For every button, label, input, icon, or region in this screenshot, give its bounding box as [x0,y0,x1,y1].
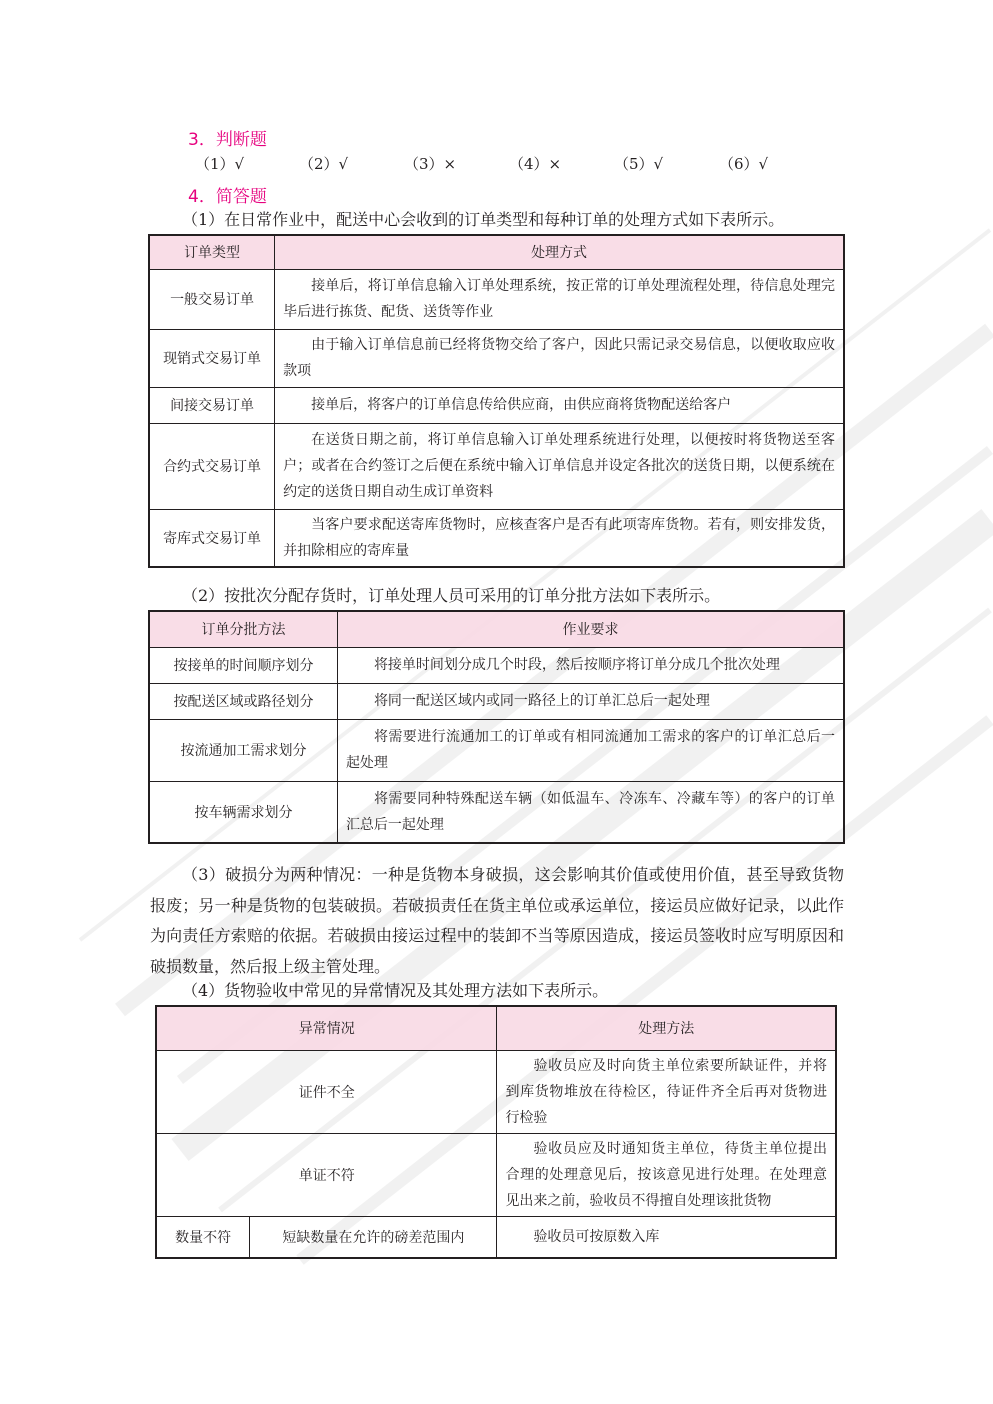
table-row [156,1050,836,1133]
table-row [149,423,844,509]
answer-4: （4）× [509,155,562,173]
table-header: 订单类型 [149,235,275,269]
handling-cell: 当客户要求配送寄库货物时，应核查客户是否有此项寄库货物。若有，则安排发货，并扣除相应的寄库量 [275,509,844,567]
answer-1: （1）√ [195,155,245,173]
method-cell: 按车辆需求划分 [149,781,337,843]
table-header: 订单分批方法 [149,611,337,647]
handling-cell: 在送货日期之前，将订单信息输入订单处理系统进行处理，以便按时将货物送至客户；或者在合约签订之后便在系统中输入订单信息并设定各批次的送货日期，以便系统在约定的送货日期自动生成订单资料 [275,423,844,509]
table-header: 处理方式 [275,235,844,269]
exceptions-table [155,1005,837,1259]
situation-cell: 证件不全 [156,1050,497,1133]
handling-cell: 由于输入订单信息前已经将货物交给了客户，因此只需记录交易信息，以便收取应收款项 [275,329,844,387]
method-cell: 验收员可按原数入库 [497,1216,836,1258]
requirement-cell: 将需要进行流通加工的订单或有相同流通加工需求的客户的订单汇总后一起处理 [337,719,844,781]
table-row [149,781,844,843]
method-cell: 按配送区域或路径划分 [149,683,337,719]
table-header-row [156,1006,836,1050]
answer-5: （5）√ [614,155,664,173]
answer-2: （2）√ [299,155,349,173]
requirement-cell: 将接单时间划分成几个时段，然后按顺序将订单分成几个批次处理 [337,647,844,683]
table-row [149,387,844,423]
order-types-table [148,234,845,568]
section-3-heading: 3．判断题 [188,130,267,150]
requirement-cell: 将需要同种特殊配送车辆（如低温车、冷冻车、冷藏车等）的客户的订单汇总后一起处理 [337,781,844,843]
judgment-answers [195,153,835,175]
method-cell: 按接单的时间顺序划分 [149,647,337,683]
section-4-heading: 4．简答题 [188,187,267,207]
table-header: 异常情况 [156,1006,497,1050]
table-header: 处理方法 [497,1006,836,1050]
question-4-intro: （4）货物验收中常见的异常情况及其处理方法如下表所示。 [182,981,609,1000]
table-header: 作业要求 [337,611,844,647]
table-row [149,683,844,719]
question-2-intro: （2）按批次分配存货时，订单处理人员可采用的订单分批方法如下表所示。 [182,586,721,605]
table-row [149,509,844,567]
order-type-cell: 合约式交易订单 [149,423,275,509]
handling-cell: 接单后，将客户的订单信息传给供应商，由供应商将货物配送给客户 [275,387,844,423]
order-type-cell: 一般交易订单 [149,269,275,329]
requirement-cell: 将同一配送区域内或同一路径上的订单汇总后一起处理 [337,683,844,719]
situation-cell: 数量不符 [156,1216,250,1258]
answer-3: （3）× [404,155,457,173]
order-type-cell: 现销式交易订单 [149,329,275,387]
method-cell: 按流通加工需求划分 [149,719,337,781]
sub-situation-cell: 短缺数量在允许的磅差范围内 [250,1216,497,1258]
question-1-intro: （1）在日常作业中，配送中心会收到的订单类型和每种订单的处理方式如下表所示。 [182,210,785,229]
order-type-cell: 寄库式交易订单 [149,509,275,567]
table-row [149,269,844,329]
method-cell: 验收员应及时通知货主单位，待货主单位提出合理的处理意见后，按该意见进行处理。在处理意见出来之前，验收员不得擅自处理该批货物 [497,1133,836,1216]
batching-methods-table [148,610,845,844]
handling-cell: 接单后，将订单信息输入订单处理系统，按正常的订单处理流程处理，待信息处理完毕后进行拣货、配货、送货等作业 [275,269,844,329]
table-header-row [149,235,844,269]
situation-cell: 单证不符 [156,1133,497,1216]
question-3-answer: （3）破损分为两种情况：一种是货物本身破损，这会影响其价值或使用价值，甚至导致货物报废；另一种是货物的包装破损。若破损责任在货主单位或承运单位，接运员应做好记录，以此作为向责任方索赔的依据。若破损由接运过程中的装卸不当等原因造成，接运员签收时应写明原因和破损数量，然后报上级主管处理。 [150,865,844,976]
table-row [149,647,844,683]
table-row [156,1216,836,1258]
table-header-row [149,611,844,647]
method-cell: 验收员应及时向货主单位索要所缺证件，并将到库货物堆放在待检区，待证件齐全后再对货物进行检验 [497,1050,836,1133]
table-row [156,1133,836,1216]
table-row [149,329,844,387]
order-type-cell: 间接交易订单 [149,387,275,423]
answer-6: （6）√ [719,155,769,173]
table-row [149,719,844,781]
